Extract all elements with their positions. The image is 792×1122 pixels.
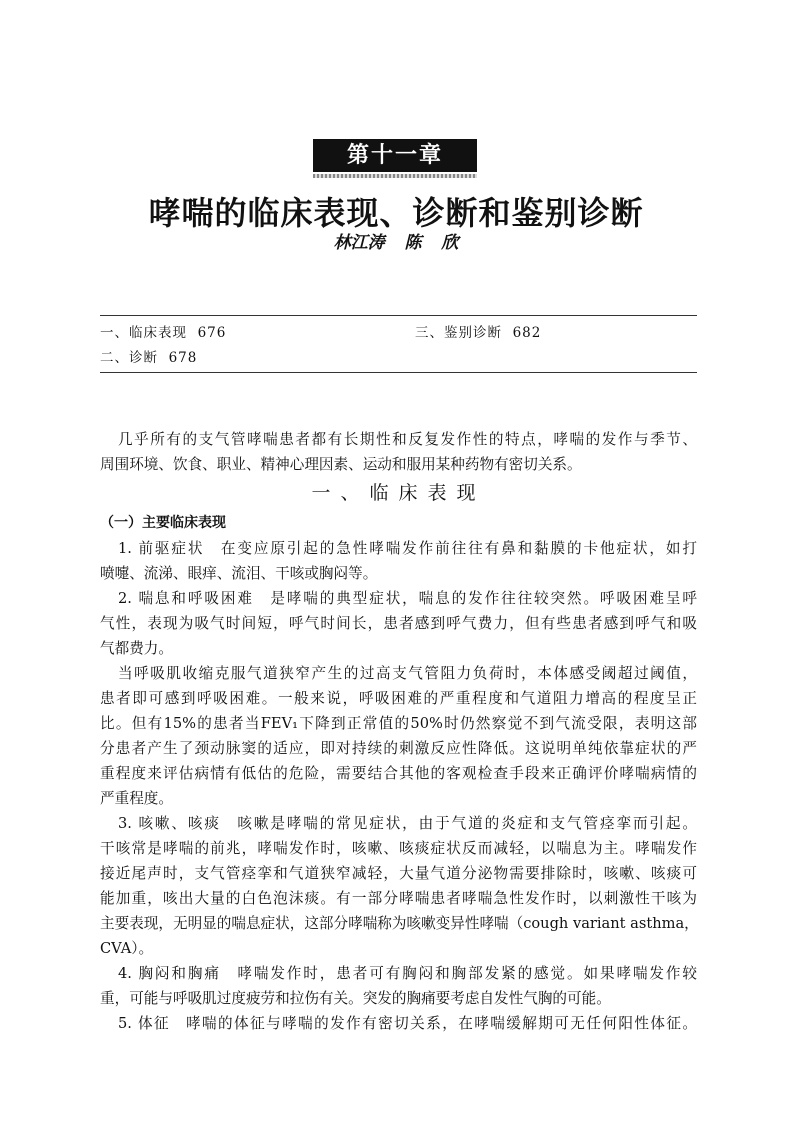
chapter-title: 哮喘的临床表现、诊断和鉴别诊断 [148, 194, 644, 232]
text-line: 周围环境、饮食、职业、精神心理因素、运动和服用某种药物有密切关系。 [100, 456, 582, 473]
toc-item [100, 321, 226, 341]
text-line: 3. 咳嗽、咳痰 咳嗽是哮喘的常见症状，由于气道的炎症和支气管痉挛而引起。 [118, 815, 697, 832]
chapter-decoration [313, 174, 477, 178]
toc-item [100, 346, 197, 366]
text-line: 重，可能与呼吸肌过度疲劳和拉伤有关。突发的胸痛要考虑自发性气胸的可能。 [100, 990, 611, 1007]
text-line: 能加重，咳出大量的白色泡沫痰。有一部分哮喘患者哮喘急性发作时，以刺激性干咳为 [100, 890, 697, 907]
toc-top-rule [100, 315, 697, 316]
toc-page: 682 [512, 325, 542, 341]
toc-item [415, 321, 541, 341]
toc-page: 676 [197, 325, 227, 341]
text-line: 重程度来评估病情有低估的危险，需要结合其他的客观检查手段来正确评价哮喘病情的 [100, 765, 697, 782]
authors: 林江涛 陈 欣 [333, 233, 459, 253]
body-text [100, 427, 697, 1036]
subsection-heading: （一）主要临床表现 [100, 515, 226, 531]
text-line: CVA）。 [100, 940, 154, 957]
text-line: 患者即可感到呼吸困难。一般来说，呼吸困难的严重程度和气道阻力增高的程度呈正 [100, 690, 697, 707]
text-line: 2. 喘息和呼吸困难 是哮喘的典型症状，喘息的发作往往较突然。呼吸困难呈呼 [118, 590, 697, 607]
text-line: 5. 体征 哮喘的体征与哮喘的发作有密切关系，在哮喘缓解期可无任何阳性体征。 [118, 1015, 697, 1032]
toc-page: 678 [168, 350, 198, 366]
text-line: 分患者产生了颈动脉窦的适应，即对持续的刺激反应性降低。这说明单纯依靠症状的严 [100, 740, 697, 757]
text-line: 主要表现，无明显的喘息症状，这部分哮喘称为咳嗽变异性哮喘（cough variant asthma， [100, 915, 699, 932]
text-line: 干咳常是哮喘的前兆，哮喘发作时，咳嗽、咳痰症状反而减轻，以喘息为主。哮喘发作 [100, 840, 697, 857]
toc-label: 一、临床表现 [100, 325, 187, 341]
text-line: 几乎所有的支气管哮喘患者都有长期性和反复发作性的特点，哮喘的发作与季节、 [118, 431, 697, 448]
text-line: 气都费力。 [100, 640, 173, 657]
text-line: 比。但有15%的患者当FEV₁下降到正常值的50%时仍然察觉不到气流受限，表明这部 [100, 715, 697, 732]
toc-label: 二、诊断 [100, 350, 158, 366]
chapter-label: 第十一章 [313, 139, 477, 172]
text-line: 4. 胸闷和胸痛 哮喘发作时，患者可有胸闷和胸部发紧的感觉。如果哮喘发作较 [118, 965, 697, 982]
toc-label: 三、鉴别诊断 [415, 325, 502, 341]
text-line: 当呼吸肌收缩克服气道狭窄产生的过高支气管阻力负荷时，本体感受阈超过阈值， [118, 665, 697, 682]
section-heading: 一、临床表现 [311, 482, 486, 504]
text-line: 喷嚏、流涕、眼痒、流泪、干咳或胸闷等。 [100, 565, 378, 582]
text-line: 气性，表现为吸气时间短，呼气时间长，患者感到呼气费力，但有些患者感到呼气和吸 [100, 615, 697, 632]
text-line: 接近尾声时，支气管痉挛和气道狭窄减轻，大量气道分泌物需要排除时，咳嗽、咳痰可 [100, 865, 697, 882]
text-line: 严重程度。 [100, 790, 173, 807]
text-line: 1. 前驱症状 在变应原引起的急性哮喘发作前往往有鼻和黏膜的卡他症状，如打 [118, 540, 697, 557]
toc-bottom-rule [100, 372, 697, 373]
